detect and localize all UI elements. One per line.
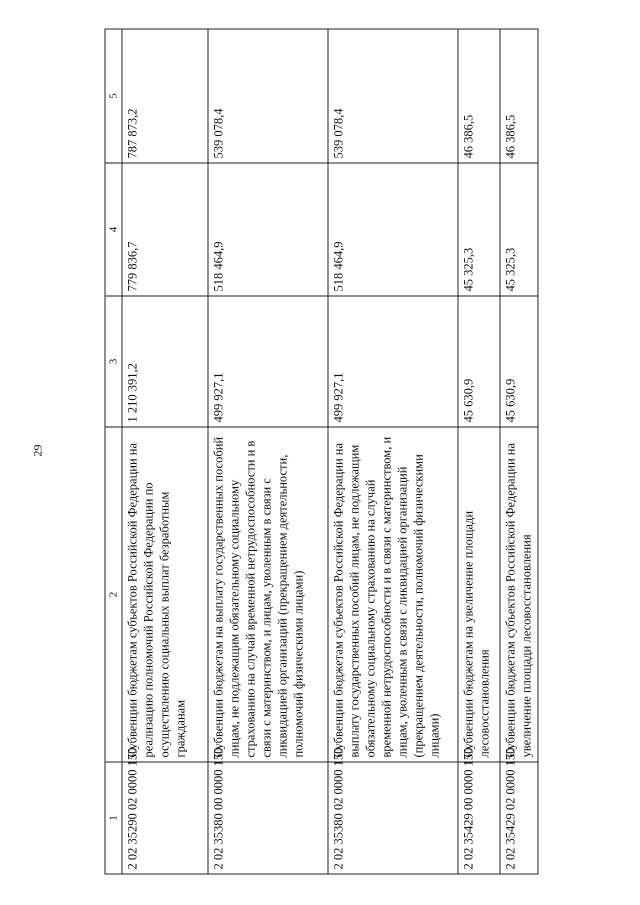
table-row (500, 29, 538, 874)
row-value-col5: 787 873,2 (122, 29, 208, 163)
row-code: 2 02 35380 00 0000 150 (208, 762, 328, 874)
row-value-col5: 46 386,5 (500, 29, 538, 163)
budget-table-container (105, 30, 537, 875)
page-number: 29 (30, 444, 45, 457)
row-name: Субвенции бюджетам на увеличение площади лесовосстановления (458, 427, 500, 762)
budget-table (105, 29, 539, 875)
row-value-col3: 45 630,9 (458, 296, 500, 427)
row-value-col3: 499 927,1 (328, 296, 458, 427)
row-code: 2 02 35290 02 0000 150 (122, 762, 208, 874)
row-name: Субвенции бюджетам субъектов Российской Федерации на выплату государственных пособий лицам, не подлежащим обязательному социальному страхованию на случай временной нетрудоспособности и в связи с материнством, и лицам, уволенным в связи с ликвидацией организаций (прекращением деятельности, полномочий физическими лицами) (328, 427, 458, 762)
row-name: Субвенции бюджетам субъектов Российской Федерации на реализацию полномочий Российской Федерации по осуществлению социальных выплат безработным гражданам (122, 427, 208, 762)
row-value-col5: 46 386,5 (458, 29, 500, 163)
header-col-2: 2 (105, 427, 122, 762)
row-value-col4: 518 464,9 (328, 163, 458, 296)
row-value-col3: 499 927,1 (208, 296, 328, 427)
row-value-col3: 45 630,9 (500, 296, 538, 427)
row-value-col5: 539 078,4 (328, 29, 458, 163)
header-col-5: 5 (105, 29, 122, 163)
table-row (208, 29, 328, 874)
row-name: Субвенции бюджетам субъектов Российской Федерации на увеличение площади лесовосстановления (500, 427, 538, 762)
header-col-4: 4 (105, 163, 122, 296)
row-code: 2 02 35380 02 0000 150 (328, 762, 458, 874)
row-value-col4: 45 325,3 (458, 163, 500, 296)
row-code: 2 02 35429 00 0000 150 (458, 762, 500, 874)
header-col-3: 3 (105, 296, 122, 427)
row-value-col4: 518 464,9 (208, 163, 328, 296)
table-row (328, 29, 458, 874)
row-value-col3: 1 210 391,2 (122, 296, 208, 427)
row-name: Субвенции бюджетам на выплату государственных пособий лицам, не подлежащим обязательному социальному страхованию на случай временной нетрудоспособности и в связи с материнством, и лицам, уволенным в связи с ликвидацией организаций (прекращением деятельности, полномочий физическими лицами) (208, 427, 328, 762)
row-value-col5: 539 078,4 (208, 29, 328, 163)
table-header-row (105, 29, 122, 874)
table-row (458, 29, 500, 874)
table-row (122, 29, 208, 874)
row-code: 2 02 35429 02 0000 150 (500, 762, 538, 874)
row-value-col4: 779 836,7 (122, 163, 208, 296)
row-value-col4: 45 325,3 (500, 163, 538, 296)
header-col-1: 1 (105, 762, 122, 874)
